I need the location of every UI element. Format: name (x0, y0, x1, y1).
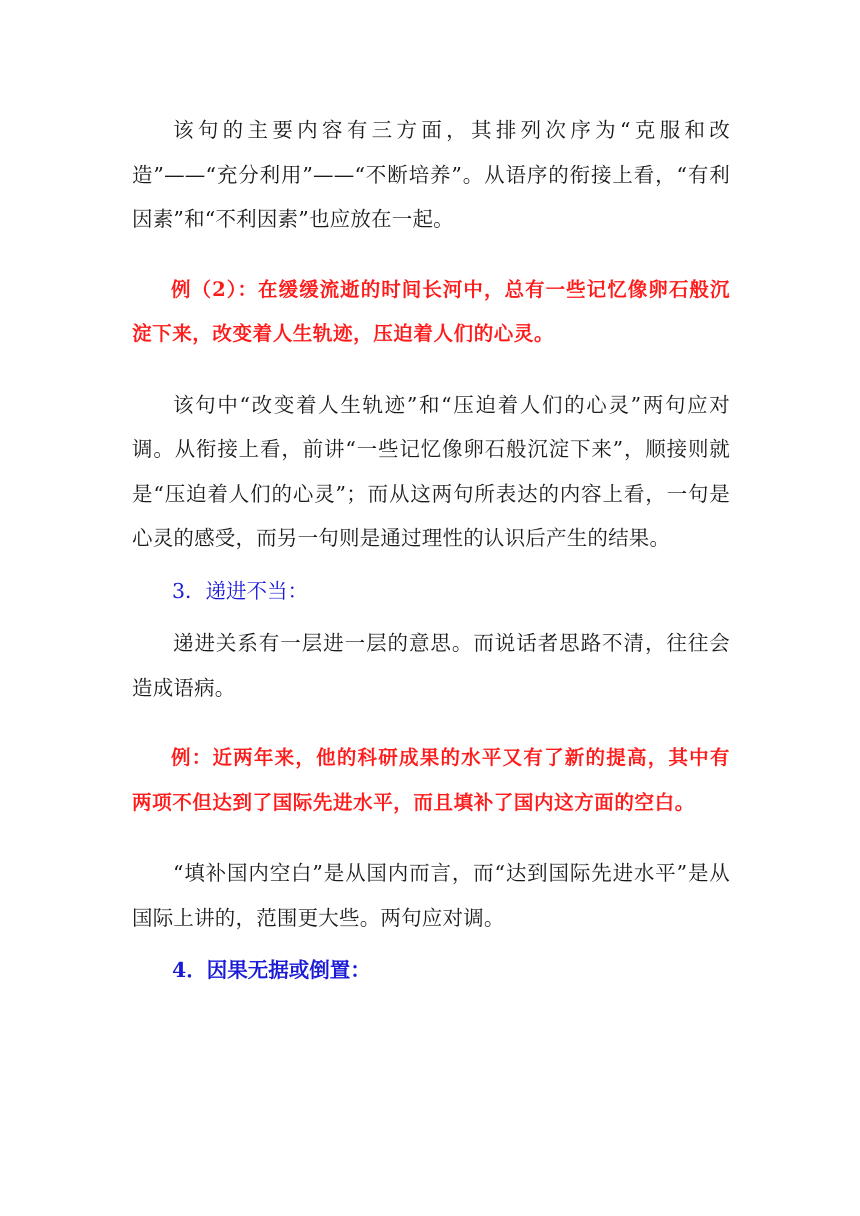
paragraph-progression-analysis: “填补国内空白”是从国内而言，而“达到国际先进水平”是从国际上讲的，范围更大些。两句应对调。 (132, 861, 730, 930)
heading-progression-improper: 3．递进不当： (172, 578, 309, 603)
paragraph-word-order-analysis: 该句的主要内容有三方面，其排列次序为“克服和改造”——“充分利用”——“不断培养”。从语序的衔接上看，“有利因素”和“不利因素”也应放在一起。 (132, 118, 730, 231)
heading-cause-effect: 4．因果无据或倒置： (172, 958, 371, 982)
paragraph-progression-explanation: 递进关系有一层进一层的意思。而说话者思路不清，往往会造成语病。 (132, 631, 730, 700)
example-2-sentence: 例（2）：在缓缓流逝的时间长河中，总有一些记忆像卵石般沉淀下来，改变着人生轨迹，压迫着人们的心灵。 (132, 277, 730, 345)
paragraph-example-2-analysis: 该句中“改变着人生轨迹”和“压迫着人们的心灵”两句应对调。从衔接上看，前讲“一些记忆像卵石般沉淀下来”，顺接则就是“压迫着人们的心灵”；而从这两句所表达的内容上看，一句是心灵的感受，而另一句则是通过理性的认识后产生的结果。 (132, 392, 730, 550)
example-progression-sentence: 例：近两年来，他的科研成果的水平又有了新的提高，其中有两项不但达到了国际先进水平，而且填补了国内这方面的空白。 (132, 746, 730, 814)
